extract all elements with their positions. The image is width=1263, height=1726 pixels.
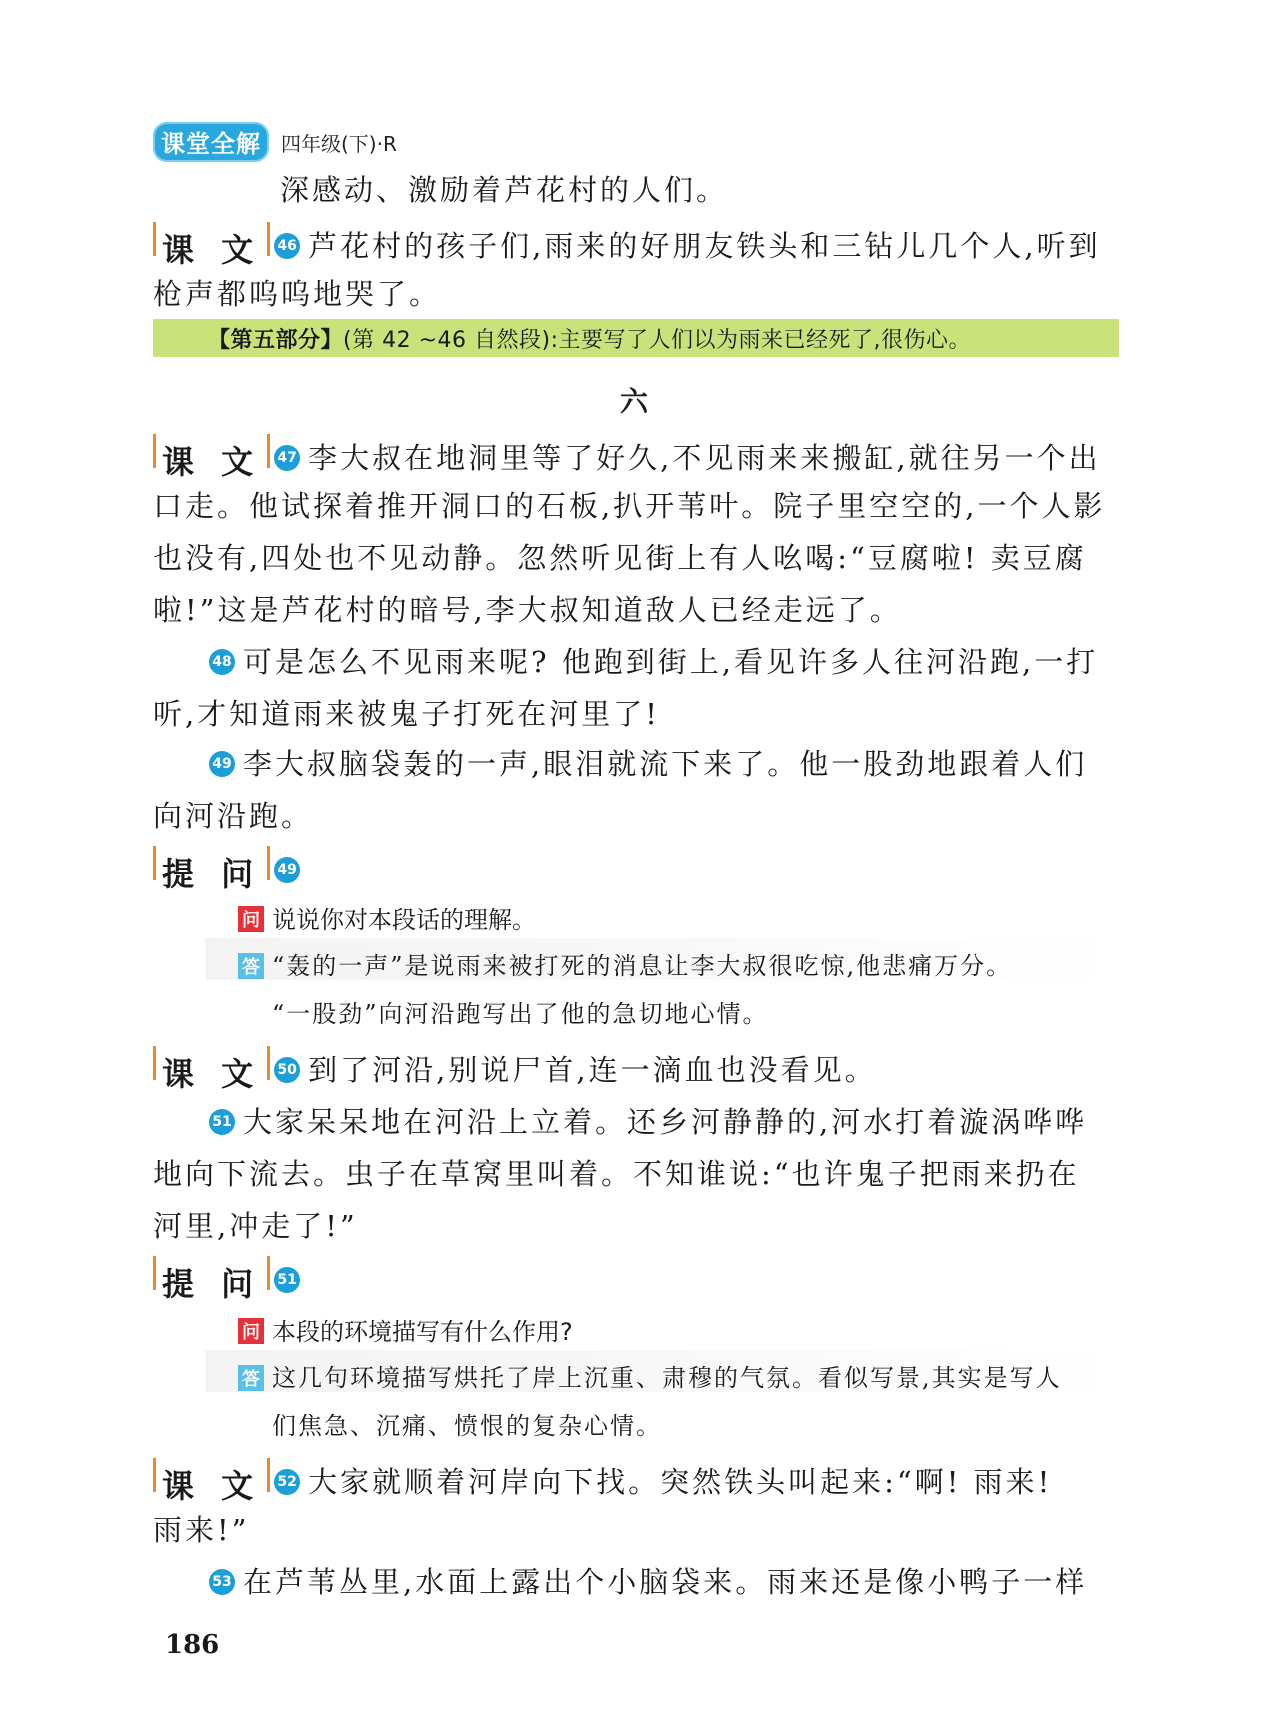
text-label: 课 文 — [162, 1467, 262, 1505]
paragraph-number: 52 — [274, 1469, 300, 1495]
text-line: 枪声都呜呜地哭了。 — [153, 277, 442, 311]
paragraph-49 — [209, 742, 1087, 783]
question-badge: 问 — [238, 1318, 264, 1344]
label-bar — [153, 222, 156, 256]
answer-49 — [238, 946, 1012, 981]
part-summary — [153, 319, 1119, 357]
label-bar — [267, 1046, 270, 1080]
paragraph-number: 50 — [274, 1057, 300, 1083]
text-line: 可是怎么不见雨来呢? 他跑到街上,看见许多人往河沿跑,一打 — [243, 645, 1099, 679]
paragraph-number: 53 — [209, 1569, 235, 1595]
label-bar — [153, 1046, 156, 1080]
section-title: 六 — [620, 385, 649, 418]
grade-label: 四年级(下)·R — [281, 131, 397, 156]
ask-label: 提 问 — [162, 855, 262, 893]
answer-badge: 答 — [238, 953, 264, 979]
summary-title: 【第五部分】 — [208, 327, 344, 353]
page-header — [153, 122, 397, 162]
question-badge: 问 — [238, 906, 264, 932]
text-line: 也没有,四处也不见动静。忽然听见街上有人吆喝:“豆腐啦! 卖豆腐 — [153, 541, 1087, 575]
label-bar — [153, 846, 156, 880]
label-bar — [267, 1458, 270, 1492]
answer-51 — [238, 1358, 1062, 1393]
paragraph-50 — [153, 1046, 877, 1095]
question-51-header — [153, 1256, 308, 1305]
paragraph-number: 49 — [274, 857, 300, 883]
paragraph-53 — [209, 1560, 1087, 1601]
label-bar — [153, 1458, 156, 1492]
page-number: 186 — [165, 1630, 220, 1660]
text-line: 李大叔在地洞里等了好久,不见雨来来搬缸,就往另一个出 — [308, 441, 1101, 475]
paragraph-number: 47 — [274, 445, 300, 471]
question-49-header — [153, 846, 308, 895]
answer-text: “轰的一声”是说雨来被打死的消息让李大叔很吃惊,他悲痛万分。 — [272, 952, 1013, 980]
paragraph-51 — [209, 1100, 1087, 1141]
text-line: 大家就顺着河岸向下找。突然铁头叫起来:“啊! 雨来! — [308, 1465, 1053, 1499]
paragraph-number: 49 — [209, 751, 235, 777]
paragraph-number: 46 — [274, 233, 300, 259]
answer-text: “一股劲”向河沿跑写出了他的急切地心情。 — [272, 1000, 769, 1028]
paragraph-48 — [209, 640, 1098, 681]
question-51 — [238, 1312, 573, 1347]
text-line: 深感动、激励着芦花村的人们。 — [280, 173, 729, 207]
paragraph-number: 51 — [274, 1267, 300, 1293]
label-bar — [267, 222, 270, 256]
answer-badge: 答 — [238, 1365, 264, 1391]
summary-text: (第 42 ~46 自然段):主要写了人们以为雨来已经死了,很伤心。 — [343, 327, 971, 353]
paragraph-46 — [153, 222, 1101, 271]
text-label: 课 文 — [162, 1055, 262, 1093]
text-line: 大家呆呆地在河沿上立着。还乡河静静的,河水打着漩涡哗哗 — [243, 1105, 1088, 1139]
label-bar — [267, 846, 270, 880]
text-line: 到了河沿,别说尸首,连一滴血也没看见。 — [308, 1053, 877, 1087]
text-line: 口走。他试探着推开洞口的石板,扒开苇叶。院子里空空的,一个人影 — [153, 489, 1106, 523]
text-line: 地向下流去。虫子在草窝里叫着。不知谁说:“也许鬼子把雨来扔在 — [153, 1157, 1080, 1191]
text-label: 课 文 — [162, 231, 262, 269]
brand-logo: 课堂全解 — [153, 122, 269, 162]
text-line: 在芦苇丛里,水面上露出个小脑袋来。雨来还是像小鸭子一样 — [243, 1565, 1088, 1599]
text-line: 李大叔脑袋轰的一声,眼泪就流下来了。他一股劲地跟着人们 — [243, 747, 1088, 781]
text-line: 河里,冲走了!” — [153, 1209, 358, 1243]
label-bar — [267, 1256, 270, 1290]
text-line: 向河沿跑。 — [153, 799, 314, 833]
paragraph-52 — [153, 1458, 1052, 1507]
label-bar — [153, 1256, 156, 1290]
text-line: 雨来!” — [153, 1513, 250, 1547]
text-line: 听,才知道雨来被鬼子打死在河里了! — [153, 697, 660, 731]
question-49 — [238, 900, 536, 935]
paragraph-47 — [153, 434, 1101, 483]
paragraph-number: 51 — [209, 1109, 235, 1135]
ask-label: 提 问 — [162, 1265, 262, 1303]
question-text: 本段的环境描写有什么作用? — [272, 1318, 573, 1346]
question-text: 说说你对本段话的理解。 — [272, 906, 536, 934]
text-line: 芦花村的孩子们,雨来的好朋友铁头和三钻儿几个人,听到 — [308, 229, 1101, 263]
answer-text: 这几句环境描写烘托了岸上沉重、肃穆的气氛。看似写景,其实是写人 — [272, 1364, 1062, 1392]
label-bar — [153, 434, 156, 468]
answer-text: 们焦急、沉痛、愤恨的复杂心情。 — [272, 1412, 662, 1440]
text-line: 啦!”这是芦花村的暗号,李大叔知道敌人已经走远了。 — [153, 593, 902, 627]
label-bar — [267, 434, 270, 468]
paragraph-number: 48 — [209, 649, 235, 675]
text-label: 课 文 — [162, 443, 262, 481]
